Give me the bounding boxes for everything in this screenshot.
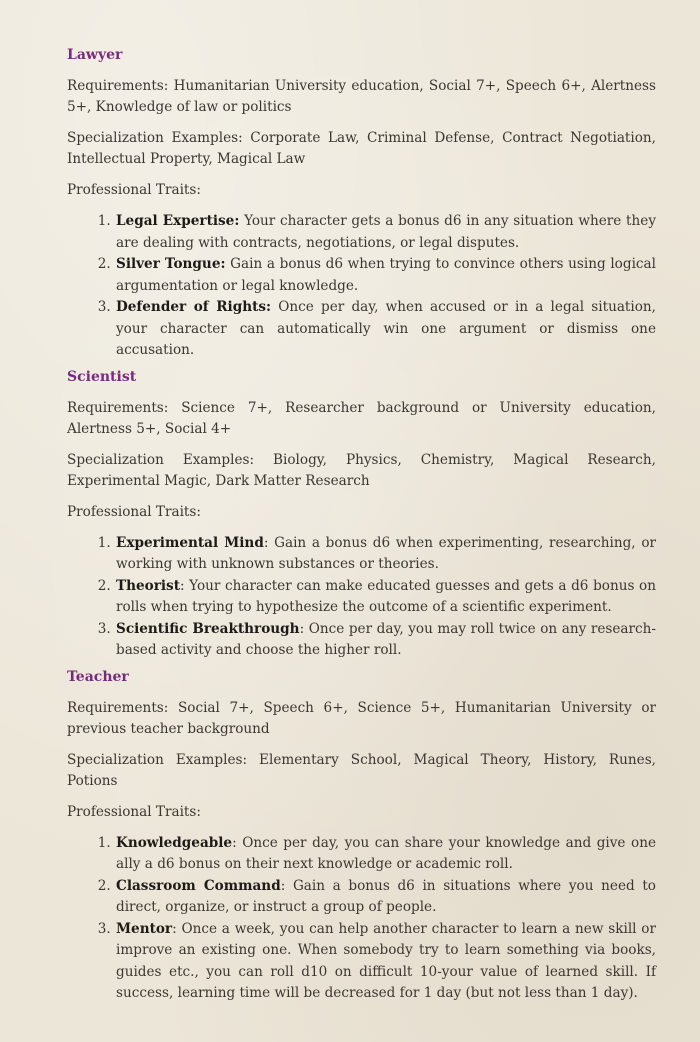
trait-text: : Gain a bonus d6 in situations where you need to direct, organize, or instruct a group of people. [116,877,656,915]
trait-text: Your character gets a bonus d6 in any situation where they are dealing with contracts, negotiations, or legal disputes. [116,213,656,251]
list-item [115,919,656,1005]
trait-name: Silver Tongue: [116,256,226,272]
traits-label: Professional Traits: [67,503,201,520]
section-scientist [67,368,656,662]
trait-name: Experimental Mind [116,534,264,551]
specialization-examples: Specialization Examples: Biology, Physics, Chemistry, Magical Research, Experimental Magic, Dark Matter Research [67,451,656,489]
list-item [115,211,656,254]
traits-label: Professional Traits: [67,182,201,198]
requirements: Requirements: Humanitarian University education, Social 7+, Speech 6+, Alertness 5+, Knowledge of law or politics [67,78,656,115]
trait-name: Theorist [116,577,180,594]
trait-name: Scientific Breakthrough [116,620,300,637]
list-item [115,876,656,919]
list-item [115,254,656,297]
section-title: Teacher [67,668,129,685]
requirements: Requirements: Science 7+, Researcher background or University education, Alertness 5+, Social 4+ [67,399,656,437]
traits-list [67,211,656,362]
trait-text: : Your character can make educated guesses and gets a d6 bonus on rolls when trying to hypothesize the outcome of a scientific experiment. [116,577,656,615]
trait-name: Mentor [116,920,173,937]
section-title: Lawyer [67,47,123,63]
trait-name: Knowledgeable [116,834,233,851]
section-teacher [67,668,656,1005]
trait-text: : Once a week, you can help another character to learn a new skill or improve an existing one. When somebody try to learn something via books, guides etc., you can roll d10 on difficult 10-your value of learned skill. If success, learning time will be decreased for 1 day (but not less than 1 day). [116,920,656,1001]
trait-name: Classroom Command [116,877,281,894]
section-title: Scientist [67,368,137,385]
list-item [115,576,656,619]
traits-list [67,533,656,662]
trait-text: Once per day, when accused or in a legal situation, your character can automatically win one argument or dismiss one accusation. [116,299,657,358]
section-lawyer [67,46,656,362]
specialization-examples: Specialization Examples: Elementary School, Magical Theory, History, Runes, Potions [67,751,656,789]
trait-text: : Gain a bonus d6 when experimenting, researching, or working with unknown substances or theories. [116,534,656,572]
requirements: Requirements: Social 7+, Speech 6+, Science 5+, Humanitarian University or previous teacher background [67,699,656,737]
trait-text: Gain a bonus d6 when trying to convince others using logical argumentation or legal knowledge. [116,256,656,294]
specialization-examples: Specialization Examples: Corporate Law, Criminal Defense, Contract Negotiation, Intellectual Property, Magical Law [67,130,656,167]
list-item [115,833,656,876]
list-item [115,533,656,576]
trait-name: Legal Expertise: [116,213,240,229]
list-item [115,619,656,662]
trait-name: Defender of Rights: [116,299,272,315]
list-item [115,297,656,362]
trait-text: : Once per day, you may roll twice on any research-based activity and choose the higher roll. [116,620,656,658]
traits-list [67,833,656,1005]
trait-text: : Once per day, you can share your knowledge and give one ally a d6 bonus on their next knowledge or academic roll. [116,834,656,872]
traits-label: Professional Traits: [67,803,201,820]
